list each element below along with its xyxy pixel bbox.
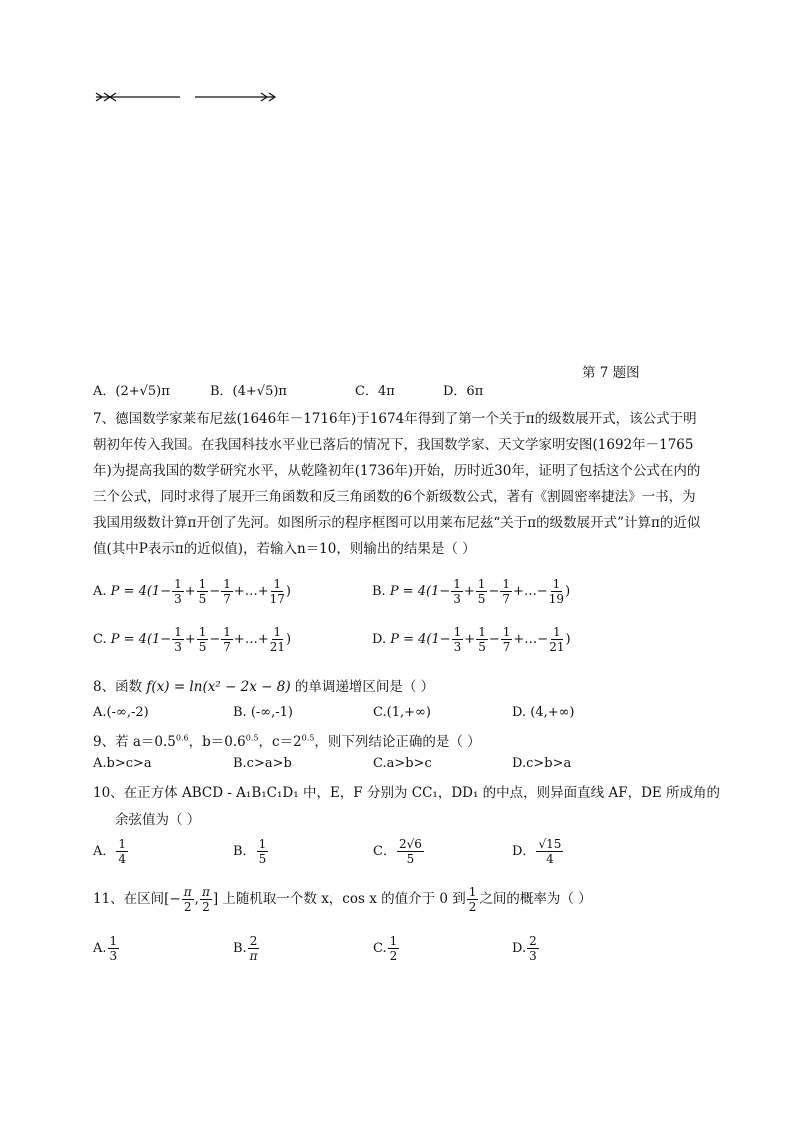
q8-option-a: A.(-∞,-2) bbox=[93, 705, 149, 720]
q10-d-label: D． bbox=[512, 844, 536, 859]
q7-b-frac-1-3: $\frac{1}{3}$ bbox=[453, 577, 461, 606]
q6-option-c: C．4π bbox=[355, 384, 395, 399]
q7-b-frac-1-7: $\frac{1}{7}$ bbox=[502, 577, 510, 606]
q10-d-num: √15 bbox=[538, 837, 562, 851]
q7-c-frac-1-5: $\frac{1}{5}$ bbox=[198, 625, 207, 654]
q11-option-c bbox=[373, 935, 400, 962]
q7-d-lhs: P = 4(1− bbox=[390, 632, 451, 647]
q10-option-c bbox=[373, 838, 425, 865]
q11-prefix: 11、在区间[− bbox=[93, 891, 181, 907]
q7-d-frac-1-7: $\frac{1}{7}$ bbox=[502, 625, 511, 654]
q9-exp-b: 0.5 bbox=[245, 733, 259, 743]
q8-suffix: 的单调递增区间是（ ） bbox=[294, 679, 435, 695]
q7-c-last-d: 21 bbox=[269, 640, 285, 654]
q7-a-mid: +…+ bbox=[233, 584, 269, 599]
q8-stem bbox=[93, 675, 434, 695]
q7-b-last-d: 19 bbox=[548, 592, 565, 606]
q7-c-last-n: 1 bbox=[273, 625, 282, 639]
q7-a-frac-last bbox=[270, 578, 285, 605]
q9-option-b: B.c>a>b bbox=[233, 756, 292, 771]
q7-c-lhs: P = 4(1− bbox=[110, 632, 172, 647]
q7-b-frac-1-5: $\frac{1}{5}$ bbox=[477, 577, 486, 606]
q7-a-frac-1-3: $\frac{1}{3}$ bbox=[174, 577, 182, 606]
q7-d-frac-last bbox=[549, 626, 564, 653]
q7-d-mid: +…− bbox=[513, 632, 549, 647]
q6-option-d: D．6π bbox=[443, 384, 484, 399]
q7-d-last-n: 1 bbox=[553, 625, 561, 639]
q9-option-c: C.a>b>c bbox=[373, 756, 432, 771]
q10-option-d bbox=[512, 838, 564, 865]
q10-b-label: B． bbox=[233, 844, 256, 859]
q9-stem-end: ，则下列结论正确的是（ ） bbox=[314, 734, 481, 750]
q10-a-den: 4 bbox=[118, 852, 127, 866]
q11-b-label: B. bbox=[233, 941, 247, 956]
q11-frac-1-2: $\frac{1}{2}$ bbox=[468, 885, 477, 914]
q10-c-num: 2√6 bbox=[398, 837, 422, 851]
q6-option-a: A．(2+√5)π bbox=[93, 384, 170, 399]
q7-b-mid: +…− bbox=[512, 584, 548, 599]
q9-stem-c: ，c＝2 bbox=[258, 734, 302, 750]
q11-c-den: 2 bbox=[389, 949, 398, 963]
q11-option-a bbox=[93, 935, 120, 962]
q11-a-den: 3 bbox=[109, 949, 118, 963]
q11-a-num: 1 bbox=[109, 934, 118, 948]
q10-a-num: 1 bbox=[118, 837, 127, 851]
q9-exp-a: 0.6 bbox=[175, 733, 189, 743]
q7-stem: 7、德国数学家莱布尼兹(1646年－1716年)于1674年得到了第一个关于π的级数展开式，该公式于明朝初年传入我国。在我国科技水平业已落后的情况下，我国数学家、天文学家明安图(1692年－1765年)为提高我国的数学研究水平，从乾隆初年(1736年)开始，历时近30年，证明了包括这个公式在内的三个公式，同时求得了展开三角函数和反三角函数的6个新级数公式，著有《割圆密率捷法》一书，为我国用级数计算π开创了先河。如图所示的程序框图可以用莱布尼兹“关于π的级数展开式”计算π的近似值(其中P表示π的近似值)，若输入n＝10，则输出的结果是（ ） bbox=[93, 411, 701, 557]
q10-stem-line1: 10、在正方体 ABCD - A₁B₁C₁D₁ 中，E，F 分别为 CC₁，DD₁ 的中点，则异面直线 AF，DE 所成角的 bbox=[93, 785, 721, 801]
q9-stem-a: 9、若 a＝0.5 bbox=[93, 734, 176, 750]
q11-d-num: 2 bbox=[529, 934, 537, 948]
q7-a-last-d: 17 bbox=[269, 592, 285, 606]
arrow-left-icon bbox=[94, 91, 184, 103]
q7-b-lhs: P = 4(1− bbox=[389, 584, 451, 599]
q8-option-b: B. (-∞,-1) bbox=[233, 705, 293, 720]
q7-a-frac-1-5: $\frac{1}{5}$ bbox=[198, 577, 207, 606]
q10-option-b bbox=[233, 838, 269, 865]
q11-a-label: A. bbox=[93, 941, 107, 956]
figure-caption: 第 7 题图 bbox=[582, 365, 640, 381]
q11-option-d bbox=[512, 935, 540, 962]
q11-option-b bbox=[233, 935, 260, 962]
q8-option-c: C.(1,+∞) bbox=[373, 705, 431, 720]
arrow-right-icon bbox=[195, 91, 279, 103]
q11-c-label: C. bbox=[373, 941, 387, 956]
q10-c-label: C． bbox=[373, 844, 396, 859]
q6-option-b: B．(4+√5)π bbox=[210, 384, 287, 399]
q7-d-last-d: 21 bbox=[549, 640, 565, 654]
q10-a-label: A． bbox=[93, 844, 116, 859]
q11-stem: 11、在区间[− $\frac{\pi}{2}$ , $\frac{\pi}{2}$ ] 上随机取一个数 x，cos x 的值介于 0 到 $\frac{1}{2}$ 之间的概率为（ ） bbox=[93, 885, 592, 914]
q7-c-label: C. bbox=[93, 632, 107, 647]
q10-option-a bbox=[93, 838, 129, 865]
q11-suffix: 之间的概率为（ ） bbox=[479, 891, 592, 907]
q9-option-a: A.b>c>a bbox=[93, 756, 152, 771]
q11-frac-pi-2: $\frac{\pi}{2}$ bbox=[201, 885, 210, 914]
q8-prefix: 8、函数 bbox=[93, 679, 143, 695]
q7-option-c: C. P = 4(1− $\frac{1}{3}$ + $\frac{1}{5}$ − $\frac{1}{7}$ +…+ $\frac{1}{21}$ ) bbox=[93, 625, 292, 654]
q11-frac-neg-pi-2: $\frac{\pi}{2}$ bbox=[183, 885, 192, 914]
q8-option-d: D. (4,+∞) bbox=[512, 705, 575, 720]
q11-c-num: 1 bbox=[389, 934, 398, 948]
q9-stem-b: ，b＝0.6 bbox=[188, 734, 246, 750]
q7-d-frac-1-3: $\frac{1}{3}$ bbox=[453, 625, 462, 654]
q10-b-num: 1 bbox=[258, 837, 267, 851]
q7-d-label: D. bbox=[372, 632, 387, 647]
q7-a-frac-1-7: $\frac{1}{7}$ bbox=[223, 577, 231, 606]
q11-b-num: 2 bbox=[249, 934, 258, 948]
q7-option-b: B. P = 4(1− $\frac{1}{3}$ + $\frac{1}{5}$ − $\frac{1}{7}$ +…− $\frac{1}{19}$ ) bbox=[372, 577, 571, 606]
q7-b-label: B. bbox=[372, 584, 386, 599]
q11-d-label: D. bbox=[512, 941, 527, 956]
q7-a-lhs: P = 4(1− bbox=[110, 584, 172, 599]
q7-c-frac-last bbox=[270, 626, 285, 653]
q11-mid: ] 上随机取一个数 x，cos x 的值介于 0 到 bbox=[212, 891, 466, 907]
q10-c-den: 5 bbox=[406, 852, 415, 866]
q7-c-frac-1-3: $\frac{1}{3}$ bbox=[174, 625, 182, 654]
q9-stem bbox=[93, 730, 481, 750]
q7-a-last-n: 1 bbox=[273, 577, 282, 591]
q7-d-frac-1-5: $\frac{1}{5}$ bbox=[478, 625, 486, 654]
q11-d-den: 3 bbox=[529, 949, 537, 963]
q7-option-a: A. P = 4(1− $\frac{1}{3}$ + $\frac{1}{5}$ − $\frac{1}{7}$ +…+ $\frac{1}{17}$ ) bbox=[93, 577, 291, 606]
q10-b-den: 5 bbox=[258, 852, 267, 866]
q11-b-den: π bbox=[249, 949, 258, 963]
q7-c-mid: +…+ bbox=[233, 632, 269, 647]
q7-c-frac-1-7: $\frac{1}{7}$ bbox=[223, 625, 231, 654]
q10-d-den: 4 bbox=[546, 852, 554, 866]
q9-option-d: D.c>b>a bbox=[512, 756, 572, 771]
q9-exp-c: 0.5 bbox=[301, 733, 315, 743]
q7-option-d: D. P = 4(1− $\frac{1}{3}$ + $\frac{1}{5}$ − $\frac{1}{7}$ +…− $\frac{1}{21}$ ) bbox=[372, 625, 571, 654]
q10-stem-line2: 余弦值为（ ） bbox=[115, 812, 201, 828]
q7-a-label: A. bbox=[93, 584, 107, 599]
q7-b-last-n: 1 bbox=[552, 577, 561, 591]
q7-b-frac-last bbox=[549, 578, 564, 605]
q8-function: f(x) = ln(x² − 2x − 8) bbox=[146, 679, 291, 695]
